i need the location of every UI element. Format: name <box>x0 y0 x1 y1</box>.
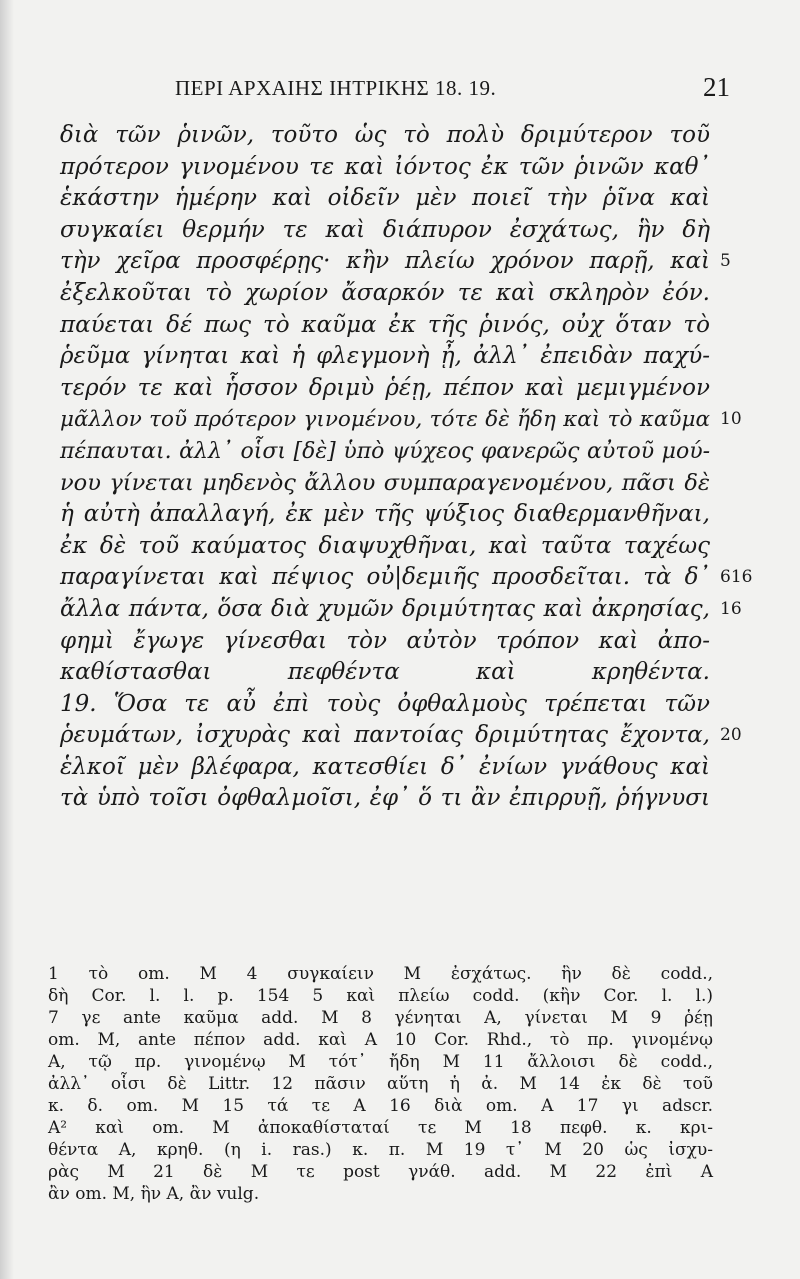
text-line-content: φημὶ ἔγωγε γίνεσθαι τὸν αὐτὸν τρόπον καὶ ἀπο- <box>60 627 710 654</box>
text-line <box>60 594 742 626</box>
text-line-content: ἑλκοῖ μὲν βλέφαρα, κατεσθίει δ᾿ ἐνίων γνάθους καὶ <box>60 753 710 780</box>
footnote-line: δὴ Cor. l. l. p. 154 5 καὶ πλείω codd. (κἢν Cor. l. l.) <box>48 986 713 1006</box>
page-header <box>80 70 730 110</box>
text-line-content: 19. Ὅσα τε αὖ ἐπὶ τοὺς ὀφθαλμοὺς τρέπεται τῶν <box>60 690 710 717</box>
footnote-line: κ. δ. om. M 15 τά τε A 16 διὰ om. A 17 γι adscr. <box>48 1096 713 1116</box>
text-line <box>60 404 742 436</box>
footnote-line: ἀλλ᾿ οἷσι δὲ Littr. 12 πᾶσιν αὕτη ἡ ἀ. M 14 ἐκ δὲ τοῦ <box>48 1074 713 1094</box>
text-line <box>60 531 710 563</box>
margin-line-number: 5 <box>720 251 731 272</box>
text-line-content: ἐκ δὲ τοῦ καύματος διαψυχθῆναι, καὶ ταῦτα ταχέως <box>60 532 710 559</box>
footnote-line: ἂν om. M, ἣν A, ἂν vulg. <box>48 1184 260 1204</box>
text-line-content: τερόν τε καὶ ἧσσον δριμὺ ῥέῃ, πέπον καὶ μεμιγμένον <box>60 374 710 401</box>
page-number: 21 <box>703 72 730 102</box>
text-line-content: τὴν χεῖρα προσφέρῃς· κἢν πλείω χρόνον παρῇ, καὶ <box>60 248 710 275</box>
page-edge-shadow <box>0 0 14 1279</box>
text-line <box>60 120 710 152</box>
main-text-block <box>60 120 753 815</box>
text-line <box>60 626 710 658</box>
text-line-content: ῥευμάτων, ἰσχυρὰς καὶ παντοίας δριμύτητας ἔχοντα, <box>60 722 710 749</box>
text-line-content: ῥεῦμα γίνηται καὶ ἡ φλεγμονὴ ᾖ, ἀλλ᾿ ἐπειδὰν παχύ- <box>60 343 710 370</box>
footnote-line: 1 τὸ om. M 4 συγκαίειν M ἐσχάτως. ἣν δὲ codd., <box>48 964 713 984</box>
text-line <box>60 436 710 468</box>
text-line <box>60 499 710 531</box>
footnote-line: A, τῷ πρ. γινομένῳ M τότ᾿ ἤδη M 11 ἄλλοισι δὲ codd., <box>48 1052 713 1072</box>
text-line <box>60 468 710 500</box>
running-title: ΠΕΡΙ ΑΡΧΑΙΗΣ ΙΗΤΡΙΚΗΣ 18. 19. <box>175 76 497 100</box>
text-line-content: παύεται δέ πως τὸ καῦμα ἐκ τῆς ῥινός, οὐχ ὅταν τὸ <box>60 311 710 338</box>
text-line <box>60 373 710 405</box>
text-line-content: ἄλλα πάντα, ὅσα διὰ χυμῶν δριμύτητας καὶ ἀκρησίας, <box>60 595 710 622</box>
margin-line-number: 16 <box>720 598 742 619</box>
text-line <box>60 720 742 752</box>
text-line <box>60 152 710 184</box>
text-line-content: τὰ ὑπὸ τοῖσι ὀφθαλμοῖσι, ἐφ᾿ ὅ τι ἂν ἐπιρρυῇ, ῥήγνυσι <box>60 785 710 812</box>
text-line <box>60 278 710 310</box>
text-line-content: πέπαυται. ἀλλ᾿ οἷσι [δὲ] ὑπὸ ψύχεος φανερῶς αὐτοῦ μού- <box>60 438 710 464</box>
text-line-content: πρότερον γινομένου τε καὶ ἰόντος ἐκ τῶν ῥινῶν καθ᾿ <box>60 153 710 180</box>
text-line <box>60 341 710 373</box>
text-line-content: ἑκάστην ἡμέρην καὶ οἰδεῖν μὲν ποιεῖ τὴν ῥῖνα καὶ <box>60 185 710 212</box>
text-line-content: καθίστασθαι πεφθέντα καὶ κρηθέντα. <box>60 659 710 686</box>
text-line-content: ἡ αὐτὴ ἀπαλλαγή, ἐκ μὲν τῆς ψύξιος διαθερμανθῆναι, <box>60 501 710 528</box>
text-line <box>60 215 710 247</box>
footnote-line: θέντα A, κρηθ. (η i. ras.) κ. π. M 19 τ᾿ M 20 ὡς ἰσχυ- <box>48 1140 713 1160</box>
text-line-content: ἐξελκοῦται τὸ χωρίον ἄσαρκόν τε καὶ σκληρὸν ἐόν. <box>60 279 710 306</box>
footnote-line: ρὰς M 21 δὲ M τε post γνάθ. add. M 22 ἐπὶ A <box>48 1162 713 1182</box>
text-line <box>60 246 731 278</box>
text-line-content: παραγίνεται καὶ πέψιος οὐ|δεμιῆς προσδεῖται. τὰ δ᾿ <box>60 564 710 591</box>
margin-line-number: 10 <box>720 409 742 430</box>
text-line-content: νου γίνεται μηδενὸς ἄλλου συμπαραγενομένου, πᾶσι δὲ <box>60 469 710 496</box>
text-line-content: μᾶλλον τοῦ πρότερον γινομένου, τότε δὲ ἤδη καὶ τὸ καῦμα <box>60 407 710 433</box>
text-line-content: συγκαίει θερμήν τε καὶ διάπυρον ἐσχάτως, ἣν δὴ <box>60 216 710 243</box>
text-line <box>60 689 710 721</box>
text-line <box>60 562 753 594</box>
margin-line-number: 20 <box>720 725 742 746</box>
text-line-content: διὰ τῶν ῥινῶν, τοῦτο ὡς τὸ πολὺ δριμύτερον τοῦ <box>60 122 710 148</box>
text-line <box>60 657 710 689</box>
text-line <box>60 310 710 342</box>
footnote-line: A² καὶ om. M ἀποκαθίσταταί τε M 18 πεφθ. κ. κρι- <box>48 1118 713 1138</box>
footnotes-block <box>48 963 713 1205</box>
text-line <box>60 783 710 815</box>
text-line <box>60 183 710 215</box>
text-line <box>60 752 710 784</box>
footnote-line: om. M, ante πέπον add. καὶ A 10 Cor. Rhd., τὸ πρ. γινομένῳ <box>48 1030 713 1050</box>
footnote-line: 7 γε ante καῦμα add. M 8 γένηται A, γίνεται M 9 ῥέῃ <box>48 1008 713 1028</box>
margin-line-number: 616 <box>720 567 753 588</box>
